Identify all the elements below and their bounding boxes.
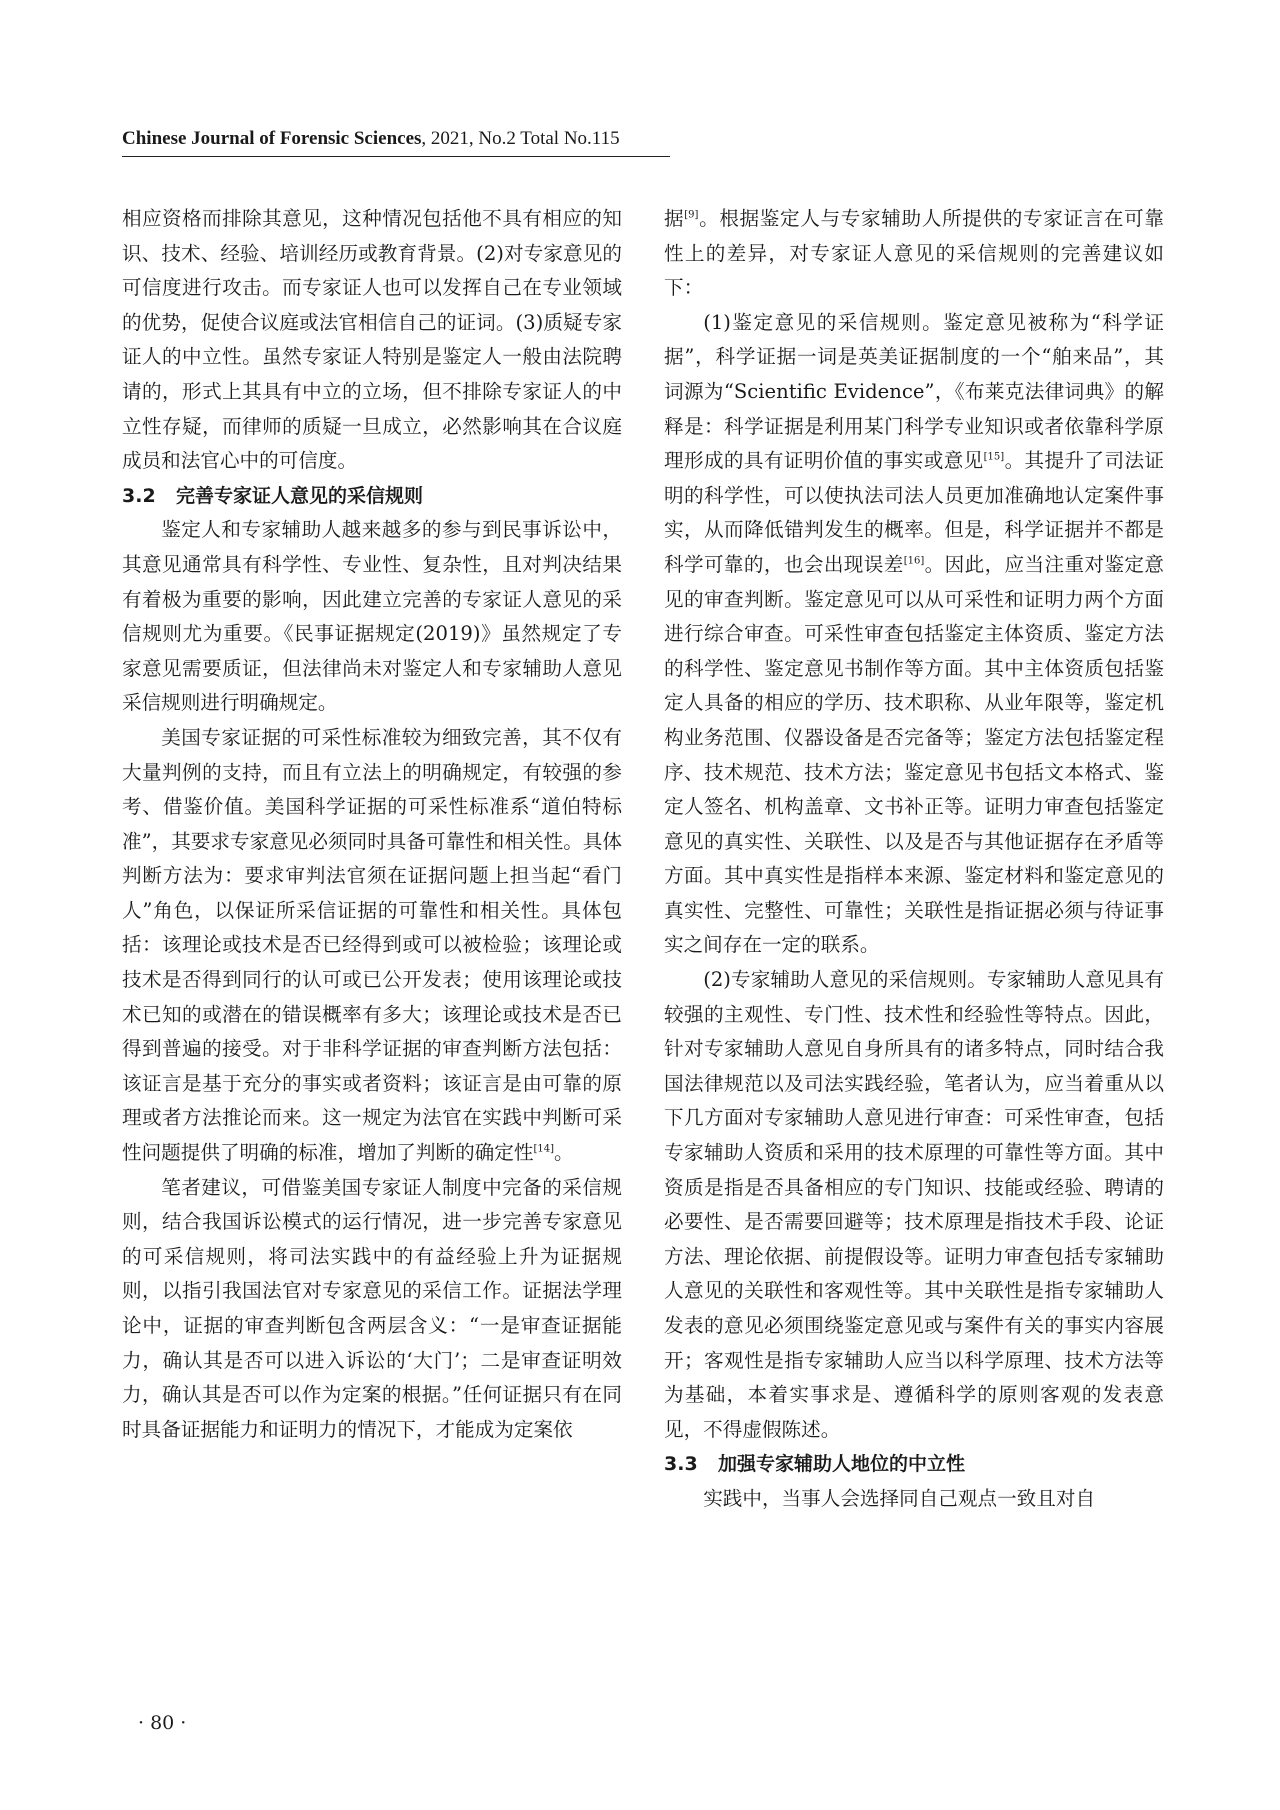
section-number: 3.2 bbox=[122, 484, 156, 507]
paragraph: 鉴定人和专家辅助人越来越多的参与到民事诉讼中，其意见通常具有科学性、专业性、复杂性，且对判决结果有着极为重要的影响，因此建立完善的专家证人意见的采信规则尤为重要。《民事证据规定(2019)》虽然规定了专家意见需要质证，但法律尚未对鉴定人和专家辅助人意见采信规则进行明确规定。 bbox=[122, 518, 622, 715]
left-column bbox=[122, 202, 622, 1447]
citation-ref: [14] bbox=[533, 1143, 554, 1155]
right-column bbox=[664, 202, 1164, 1517]
paragraph bbox=[664, 202, 1164, 306]
paragraph-text: 。因此，应当注重对鉴定意见的审查判断。鉴定意见可以从可采性和证明力两个方面进行综合审查。可采性审查包括鉴定主体资质、鉴定方法的科学性、鉴定意见书制作等方面。其中主体资质包括鉴定人具备的相应的学历、技术职称、从业年限等，鉴定机构业务范围、仪器设备是否完备等；鉴定方法包括鉴定程序、技术规范、技术方法；鉴定意见书包括文本格式、鉴定人签名、机构盖章、文书补正等。证明力审查包括鉴定意见的真实性、关联性、以及是否与其他证据存在矛盾等方面。其中真实性是指样本来源、鉴定材料和鉴定意见的真实性、完整性、可靠性；关联性是指证据必须与待证事实之间存在一定的联系。 bbox=[664, 552, 1164, 957]
running-header bbox=[122, 128, 670, 150]
paragraph-text: 据 bbox=[664, 207, 685, 230]
paragraph: 笔者建议，可借鉴美国专家证人制度中完备的采信规则，结合我国诉讼模式的运行情况，进一步完善专家意见的可采信规则，将司法实践中的有益经验上升为证据规则，以指引我国法官对专家意见的采信工作。证据法学理论中，证据的审查判断包含两层含义：“一是审查证据能力，确认其是否可以进入诉讼的‘大门’；二是审查证明效力，确认其是否可以作为定案的根据。”任何证据只有在同时具备证据能力和证明力的情况下，才能成为定案依 bbox=[122, 1175, 622, 1441]
page-number: · 80 · bbox=[138, 1712, 187, 1734]
header-rule bbox=[122, 156, 670, 157]
issue-info: , 2021, No.2 Total No.115 bbox=[421, 128, 620, 149]
section-heading-3-3 bbox=[664, 1447, 1164, 1482]
paragraph-text: 。 bbox=[554, 1141, 574, 1165]
paragraph: (2)专家辅助人意见的采信规则。专家辅助人意见具有较强的主观性、专门性、技术性和经验性等特点。因此，针对专家辅助人意见自身所具有的诸多特点，同时结合我国法律规范以及司法实践经验，笔者认为，应当着重从以下几方面对专家辅助人意见进行审查：可采性审查，包括专家辅助人资质和采用的技术原理的可靠性等方面。其中资质是指是否具备相应的专门知识、技能或经验、聘请的必要性、是否需要回避等；技术原理是指技术手段、论证方法、理论依据、前提假设等。证明力审查包括专家辅助人意见的关联性和客观性等。其中关联性是指专家辅助人发表的意见必须围绕鉴定意见或与案件有关的事实内容展开；客观性是指专家辅助人应当以科学原理、技术方法等为基础，本着实事求是、遵循科学的原则客观的发表意见，不得虚假陈述。 bbox=[664, 968, 1164, 1441]
paragraph-text: (1)鉴定意见的采信规则。鉴定意见被称为“科学证据”，科学证据一词是英美证据制度的一个“舶来品”，其词源为“Scientific Evidence”，《布莱克法律词典》的解释是：科学证据是利用某门科学专业知识或者依靠科学原理形成的具有证明价值的事实或意见 bbox=[664, 310, 1164, 473]
section-title: 加强专家辅助人地位的中立性 bbox=[718, 1453, 966, 1476]
citation-ref: [16] bbox=[903, 555, 925, 567]
citation-ref: [15] bbox=[983, 451, 1005, 463]
paragraph-text: 。其提升了司法证明的科学性，可以使执法司法人员更加准确地认定案件事实，从而降低错判发生的概率。但是，科学证据并不都是科学可靠的，也会出现误差 bbox=[664, 449, 1165, 576]
paragraph bbox=[664, 306, 1164, 963]
section-number: 3.3 bbox=[664, 1453, 698, 1476]
section-heading-3-2 bbox=[122, 479, 622, 514]
paragraph bbox=[122, 721, 622, 1171]
paragraph: 相应资格而排除其意见，这种情况包括他不具有相应的知识、技术、经验、培训经历或教育背景。(2)对专家意见的可信度进行攻击。而专家证人也可以发挥自己在专业领域的优势，促使合议庭或法官相信自己的证词。(3)质疑专家证人的中立性。虽然专家证人特别是鉴定人一般由法院聘请的，形式上其具有中立的立场，但不排除专家证人的中立性存疑，而律师的质疑一旦成立，必然影响其在合议庭成员和法官心中的可信度。 bbox=[122, 207, 622, 473]
paragraph: 实践中，当事人会选择同自己观点一致且对自 bbox=[703, 1486, 1096, 1510]
paragraph-text: 。根据鉴定人与专家辅助人所提供的专家证言在可靠性上的差异，对专家证人意见的采信规则的完善建议如下： bbox=[664, 207, 1165, 300]
paragraph-text: 美国专家证据的可采性标准较为细致完善，其不仅有大量判例的支持，而且有立法上的明确规定，有较强的参考、借鉴价值。美国科学证据的可采性标准系“道伯特标准”，其要求专家意见必须同时具备可靠性和相关性。具体判断方法为：要求审判法官须在证据问题上担当起“看门人”角色，以保证所采信证据的可靠性和相关性。具体包括：该理论或技术是否已经得到或可以被检验；该理论或技术是否得到同行的认可或已公开发表；使用该理论或技术已知的或潜在的错误概率有多大；该理论或技术是否已得到普遍的接受。对于非科学证据的审查判断方法包括：该证言是基于充分的事实或者资料；该证言是由可靠的原理或者方法推论而来。这一规定为法官在实践中判断可采性问题提供了明确的标准，增加了判断的确定性 bbox=[122, 725, 622, 1165]
journal-name: Chinese Journal of Forensic Sciences bbox=[122, 128, 422, 149]
citation-ref: [9] bbox=[684, 209, 699, 221]
section-title: 完善专家证人意见的采信规则 bbox=[176, 484, 424, 507]
